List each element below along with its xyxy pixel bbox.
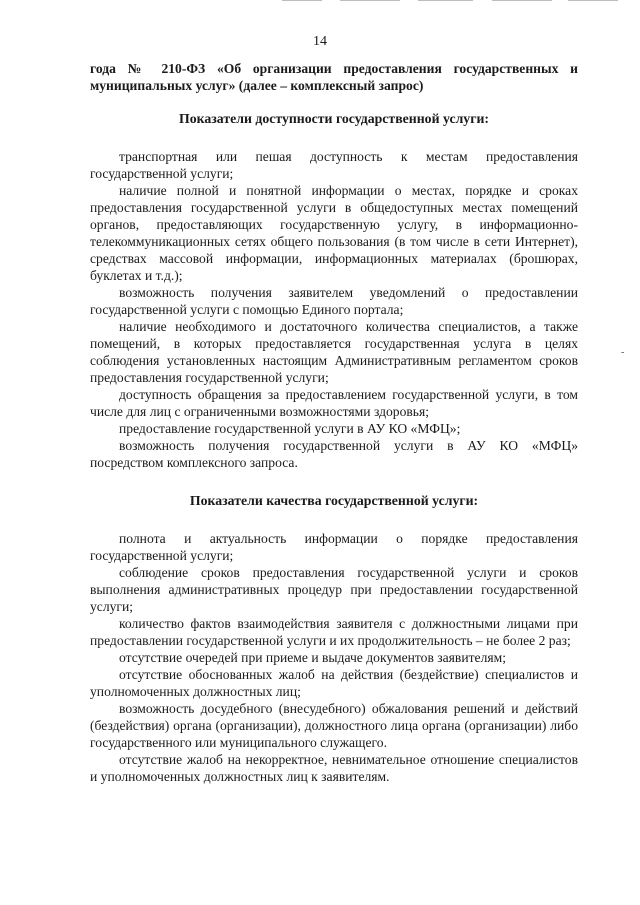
section-heading-accessibility: Показатели доступности государственной услуги: xyxy=(178,111,490,126)
scan-edge-line xyxy=(340,0,400,1)
list-item: полнота и актуальность информации о порядке предоставления государственной услуги; xyxy=(90,531,578,563)
scan-edge-line xyxy=(568,0,618,1)
list-item: отсутствие очередей при приеме и выдаче документов заявителям; xyxy=(119,650,506,665)
list-item: наличие полной и понятной информации о местах, порядке и сроках предоставления государственной услуги в общедоступных местах помещений органов, предоставляющих государственную услугу, в информационно-телекоммуникационных сетях общего пользования (в том числе в сети Интернет), средствах массовой информации, информационных материалах (брошюрах, буклетах и т.д.); xyxy=(90,183,578,283)
scan-edge-line xyxy=(282,0,322,1)
list-item: наличие необходимого и достаточного количества специалистов, а также помещений, в которых предоставляется государственная услуга в целях соблюдения установленных настоящим Административным регламентом сроков предоставления государственной услуги; xyxy=(90,319,578,385)
list-item: предоставление государственной услуги в АУ КО «МФЦ»; xyxy=(119,421,461,436)
scan-edge-line xyxy=(418,0,473,1)
list-item: отсутствие обоснованных жалоб на действия (бездействие) специалистов и уполномоченных должностных лиц; xyxy=(90,667,578,699)
list-item: транспортная или пешая доступность к местам предоставления государственной услуги; xyxy=(90,149,578,181)
margin-mark: - xyxy=(621,347,625,358)
scan-edge-line xyxy=(492,0,552,1)
list-item: отсутствие жалоб на некорректное, невнимательное отношение специалистов и уполномоченных должностных лиц к заявителям. xyxy=(90,752,578,784)
list-item: возможность получения государственной услуги в АУ КО «МФЦ» посредством комплексного запроса. xyxy=(90,438,578,470)
document-body xyxy=(90,60,578,785)
list-item: доступность обращения за предоставлением государственной услуги, в том числе для лиц с ограниченными возможностями здоровья; xyxy=(90,387,578,419)
list-item: возможность досудебного (внесудебного) обжалования решений и действий (бездействия) органа (организации), должностного лица органа (организации) либо государственного или муниципального служащего. xyxy=(90,701,578,750)
list-item: количество фактов взаимодействия заявителя с должностными лицами при предоставлении государственной услуги и их продолжительность – не более 2 раз; xyxy=(90,616,578,648)
list-item: соблюдение сроков предоставления государственной услуги и сроков выполнения административных процедур при предоставлении государственной услуги; xyxy=(90,565,578,614)
list-item: возможность получения заявителем уведомлений о предоставлении государственной услуги с помощью Единого портала; xyxy=(90,285,578,317)
section-heading-quality: Показатели качества государственной услуги: xyxy=(189,493,479,508)
page-number: 14 xyxy=(313,34,327,49)
lead-paragraph: года № 210-ФЗ «Об организации предоставления государственных и муниципальных услуг» (далее – комплексный запрос) xyxy=(90,61,578,93)
